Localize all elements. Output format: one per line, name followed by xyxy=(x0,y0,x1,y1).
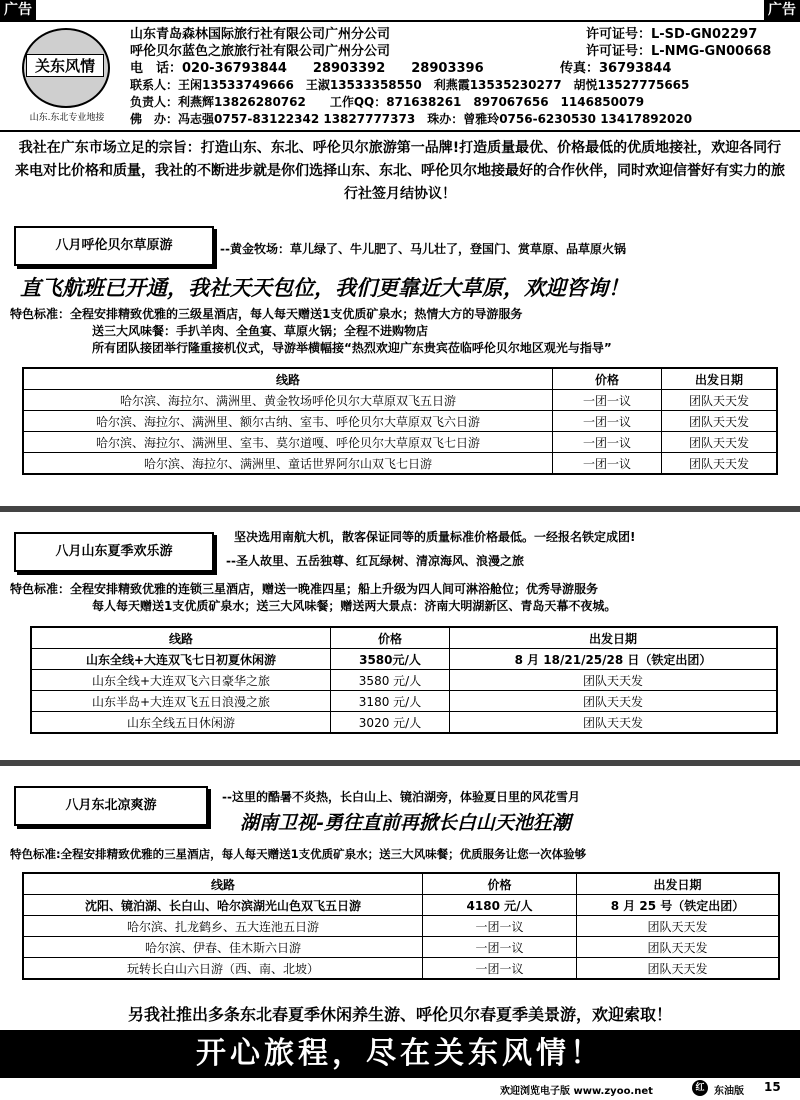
column-header: 线路 xyxy=(23,368,553,390)
table-row xyxy=(23,411,777,432)
route-cell: 哈尔滨、海拉尔、满洲里、额尔古纳、室韦、呼伦贝尔大草原双飞六日游 xyxy=(23,411,553,432)
fax-line: 传真：36793844 xyxy=(560,61,672,76)
table-row xyxy=(31,670,777,691)
price-cell: 一团一议 xyxy=(553,411,662,432)
price-cell: 一团一议 xyxy=(553,453,662,475)
price-cell: 3180 元/人 xyxy=(331,691,450,712)
price-cell: 3580元/人 xyxy=(331,649,450,670)
route-cell: 哈尔滨、海拉尔、满洲里、黄金牧场呼伦贝尔大草原双飞五日游 xyxy=(23,390,553,411)
route-cell: 山东全线五日休闲游 xyxy=(31,712,331,734)
date-cell: 8 月 25 号（铁定出团） xyxy=(577,895,780,916)
section-divider xyxy=(0,760,800,766)
column-header: 线路 xyxy=(31,627,331,649)
date-cell: 团队天天发 xyxy=(577,958,780,980)
column-header: 价格 xyxy=(553,368,662,390)
route-table-hulunbuir xyxy=(22,367,778,475)
date-cell: 团队天天发 xyxy=(662,453,778,475)
table-row xyxy=(23,895,779,916)
table-header-row xyxy=(31,627,777,649)
table-header-row xyxy=(23,873,779,895)
price-cell: 3580 元/人 xyxy=(331,670,450,691)
table-row xyxy=(23,958,779,980)
feature-line: 特色标准：全程安排精致优雅的三级星酒店，每人每天赠送1支优质矿泉水；热情大方的导游服务 xyxy=(10,307,523,321)
table-row xyxy=(31,691,777,712)
date-cell: 团队天天发 xyxy=(662,390,778,411)
section-banner-northeast: 八月东北凉爽游 xyxy=(14,786,208,826)
date-cell: 团队天天发 xyxy=(662,411,778,432)
feature-line: 特色标准：全程安排精致优雅的连锁三星酒店，赠送一晚准四星；船上升级为四人间可淋浴舱位；优秀导游服务 xyxy=(10,582,599,596)
section-divider xyxy=(0,506,800,512)
company-name-1: 山东青岛森林国际旅行社有限公司广州分公司 xyxy=(130,27,391,42)
price-cell: 一团一议 xyxy=(423,937,577,958)
license-1: 许可证号：L-SD-GN02297 xyxy=(586,27,758,42)
route-cell: 山东全线+大连双飞六日豪华之旅 xyxy=(31,670,331,691)
table-row xyxy=(23,390,777,411)
column-header: 出发日期 xyxy=(662,368,778,390)
feature-line: 特色标准:全程安排精致优雅的三星酒店，每人每天赠送1支优质矿泉水；送三大风味餐；优质服务让您一次体验够 xyxy=(10,847,587,861)
section-slogan: --黄金牧场：草儿绿了、牛儿肥了、马儿壮了，登国门、赏草原、品草原火锅 xyxy=(220,242,626,256)
section-banner-shandong: 八月山东夏季欢乐游 xyxy=(14,532,214,572)
section-slogan: --这里的酷暑不炎热，长白山上、镜泊湖旁，体验夏日里的风花雪月 xyxy=(222,790,580,804)
route-cell: 哈尔滨、扎龙鹤乡、五大连池五日游 xyxy=(23,916,423,937)
route-cell: 哈尔滨、海拉尔、满洲里、童话世界阿尔山双飞七日游 xyxy=(23,453,553,475)
date-cell: 团队天天发 xyxy=(450,670,778,691)
price-cell: 4180 元/人 xyxy=(423,895,577,916)
route-cell: 玩转长白山六日游（西、南、北坡） xyxy=(23,958,423,980)
route-table-shandong xyxy=(30,626,778,734)
table-row xyxy=(23,453,777,475)
ad-label-right: 广告 xyxy=(764,0,800,20)
price-cell: 一团一议 xyxy=(423,916,577,937)
table-row xyxy=(31,649,777,670)
route-cell: 哈尔滨、海拉尔、满洲里、室韦、莫尔道嘎、呼伦贝尔大草原双飞七日游 xyxy=(23,432,553,453)
feature-line: 所有团队接团举行隆重接机仪式，导游举横幅接“热烈欢迎广东贵宾莅临呼伦贝尔地区观光与指导” xyxy=(92,341,612,355)
date-cell: 团队天天发 xyxy=(577,937,780,958)
logo-subtitle: 山东.东北专业地接 xyxy=(29,113,105,123)
branches-line: 佛 办：冯志强0757-83122342 13827777373 珠办：曾雅玲0756-6230530 13417892020 xyxy=(130,112,693,126)
table-row xyxy=(31,712,777,734)
license-2: 许可证号：L-NMG-GN00668 xyxy=(586,44,772,59)
table-header-row xyxy=(23,368,777,390)
promo-text: 另我社推出多条东北春夏季休闲养生游、呼伦贝尔春夏季美景游，欢迎索取！ xyxy=(127,1005,672,1024)
date-cell: 8 月 18/21/25/28 日（铁定出团） xyxy=(450,649,778,670)
company-logo xyxy=(12,28,122,126)
table-row xyxy=(23,937,779,958)
publisher-icon: 红 xyxy=(692,1080,708,1096)
price-cell: 一团一议 xyxy=(423,958,577,980)
table-row xyxy=(23,432,777,453)
column-header: 出发日期 xyxy=(577,873,780,895)
price-cell: 一团一议 xyxy=(553,432,662,453)
logo-title: 关东风情 xyxy=(26,54,104,77)
route-cell: 山东半岛+大连双飞五日浪漫之旅 xyxy=(31,691,331,712)
feature-line: 每人每天赠送1支优质矿泉水；送三大风味餐；赠送两大景点：济南大明湖新区、青岛天幕不夜城。 xyxy=(92,599,617,613)
page-number: 15 xyxy=(764,1080,781,1094)
date-cell: 团队天天发 xyxy=(450,691,778,712)
route-cell: 哈尔滨、伊春、佳木斯六日游 xyxy=(23,937,423,958)
section-headline: 直飞航班已开通，我社天天包位，我们更靠近大草原，欢迎咨询！ xyxy=(20,275,629,300)
contacts-line: 联系人：王闲13533749666 王淑13533358550 利燕霞13535230277 胡悦13527775665 xyxy=(130,78,690,92)
route-cell: 沈阳、镜泊湖、长白山、哈尔滨湖光山色双飞五日游 xyxy=(23,895,423,916)
credit-text: 欢迎浏览电子版 www.zyoo.net xyxy=(500,1086,653,1097)
header-divider xyxy=(0,20,800,22)
section-banner-hulunbuir: 八月呼伦贝尔草原游 xyxy=(14,226,214,266)
edition-label: 东油版 xyxy=(714,1086,744,1097)
feature-line: 送三大风味餐：手扒羊肉、全鱼宴、草原火锅；全程不进购物店 xyxy=(92,324,429,338)
manager-line: 负责人：利燕辉13826280762 工作QQ：871638261 897067656 1146850079 xyxy=(130,95,645,109)
section-headline: 湖南卫视-勇往直前再掀长白山天池狂潮 xyxy=(240,812,571,834)
column-header: 价格 xyxy=(331,627,450,649)
price-cell: 一团一议 xyxy=(553,390,662,411)
column-header: 线路 xyxy=(23,873,423,895)
price-cell: 3020 元/人 xyxy=(331,712,450,734)
table-row xyxy=(23,916,779,937)
route-cell: 山东全线+大连双飞七日初夏休闲游 xyxy=(31,649,331,670)
phone-line: 电 话：020-36793844 28903392 28903396 xyxy=(130,61,484,76)
date-cell: 团队天天发 xyxy=(450,712,778,734)
section-slogan: --圣人故里、五岳独尊、红瓦绿树、清凉海风、浪漫之旅 xyxy=(226,554,524,568)
column-header: 出发日期 xyxy=(450,627,778,649)
date-cell: 团队天天发 xyxy=(662,432,778,453)
column-header: 价格 xyxy=(423,873,577,895)
date-cell: 团队天天发 xyxy=(577,916,780,937)
intro-statement: 我社在广东市场立足的宗旨：打造山东、东北、呼伦贝尔旅游第一品牌!打造质量最优、价格最低的优质地接社，欢迎各同行来电对比价格和质量，我社的不断进步就是你们选择山东、东北、呼伦贝尔地接最好的合作伙伴，同时欢迎信誉好有实力的旅行社签月结协议！ xyxy=(15,140,785,202)
route-table-northeast xyxy=(22,872,780,980)
divider xyxy=(0,130,800,132)
company-name-2: 呼伦贝尔蓝色之旅旅行社有限公司广州分公司 xyxy=(130,44,391,59)
section-slogan-top: 坚决选用南航大机，散客保证同等的质量标准价格最低。一经报名铁定成团! xyxy=(234,530,636,544)
footer-slogan: 开心旅程，尽在关东风情！ xyxy=(0,1030,800,1078)
ad-label-left: 广告 xyxy=(0,0,36,20)
